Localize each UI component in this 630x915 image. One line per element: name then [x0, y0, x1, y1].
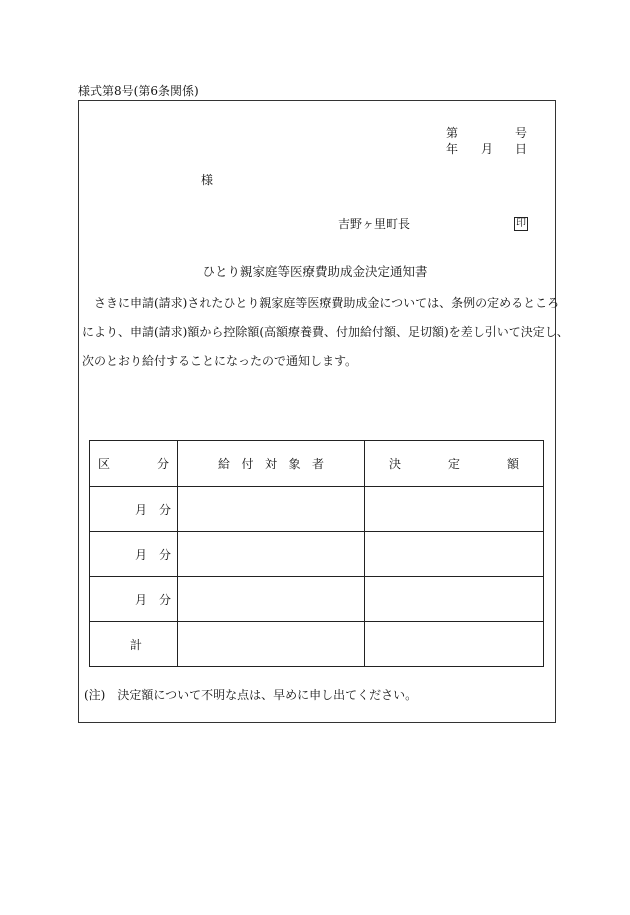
recipient-suffix: 様 [201, 173, 214, 187]
row-month-label: 月 分 [90, 532, 178, 577]
row-amount-cell[interactable] [365, 487, 544, 532]
body-line-2: により、申請(請求)額から控除額(高額療養費、付加給付額、足切額)を差し引いて決定し、 [82, 325, 569, 339]
table-header-row [90, 441, 544, 487]
header-decided-amount [365, 441, 544, 487]
header-beneficiary-char: 象 [288, 457, 301, 471]
header-category-char: 分 [156, 457, 169, 471]
row-amount-cell[interactable] [365, 577, 544, 622]
body-line-3: 次のとおり給付することになったので通知します。 [82, 354, 358, 368]
header-amount-char: 額 [506, 457, 519, 471]
date-month: 月 [481, 142, 494, 156]
date-day: 日 [515, 142, 528, 156]
table-total-row [90, 622, 544, 667]
row-beneficiary-cell[interactable] [178, 577, 365, 622]
row-amount-cell[interactable] [365, 532, 544, 577]
row-beneficiary-cell[interactable] [178, 532, 365, 577]
total-beneficiary-cell[interactable] [178, 622, 365, 667]
row-beneficiary-cell[interactable] [178, 487, 365, 532]
row-month-label: 月 分 [90, 577, 178, 622]
total-amount-cell[interactable] [365, 622, 544, 667]
header-category-char: 区 [98, 457, 111, 471]
date-year: 年 [446, 142, 459, 156]
body-line-1: さきに申請(請求)されたひとり親家庭等医療費助成金については、条例の定めるところ [94, 296, 560, 310]
header-category [90, 441, 178, 487]
number-suffix: 号 [515, 126, 528, 140]
table-row [90, 487, 544, 532]
benefit-table [89, 440, 544, 667]
row-month-label: 月 分 [90, 487, 178, 532]
notice-body [82, 289, 569, 376]
header-amount-char: 決 [389, 457, 402, 471]
header-beneficiary-char: 給 [218, 457, 231, 471]
footnote: (注) 決定額について不明な点は、早めに申し出てください。 [84, 688, 418, 702]
header-beneficiary [178, 441, 365, 487]
issuer-name: 吉野ヶ里町長 [338, 217, 411, 231]
table-row [90, 577, 544, 622]
header-amount-char: 定 [447, 457, 460, 471]
form-number-label: 様式第8号(第6条関係) [78, 84, 199, 98]
header-beneficiary-char: 者 [311, 457, 324, 471]
header-beneficiary-char: 付 [241, 457, 254, 471]
header-beneficiary-char: 対 [264, 457, 277, 471]
seal-mark: 印 [516, 218, 526, 229]
number-prefix: 第 [446, 126, 459, 140]
notice-title: ひとり親家庭等医療費助成金決定通知書 [202, 264, 428, 279]
table-row [90, 532, 544, 577]
total-label: 計 [90, 622, 178, 667]
